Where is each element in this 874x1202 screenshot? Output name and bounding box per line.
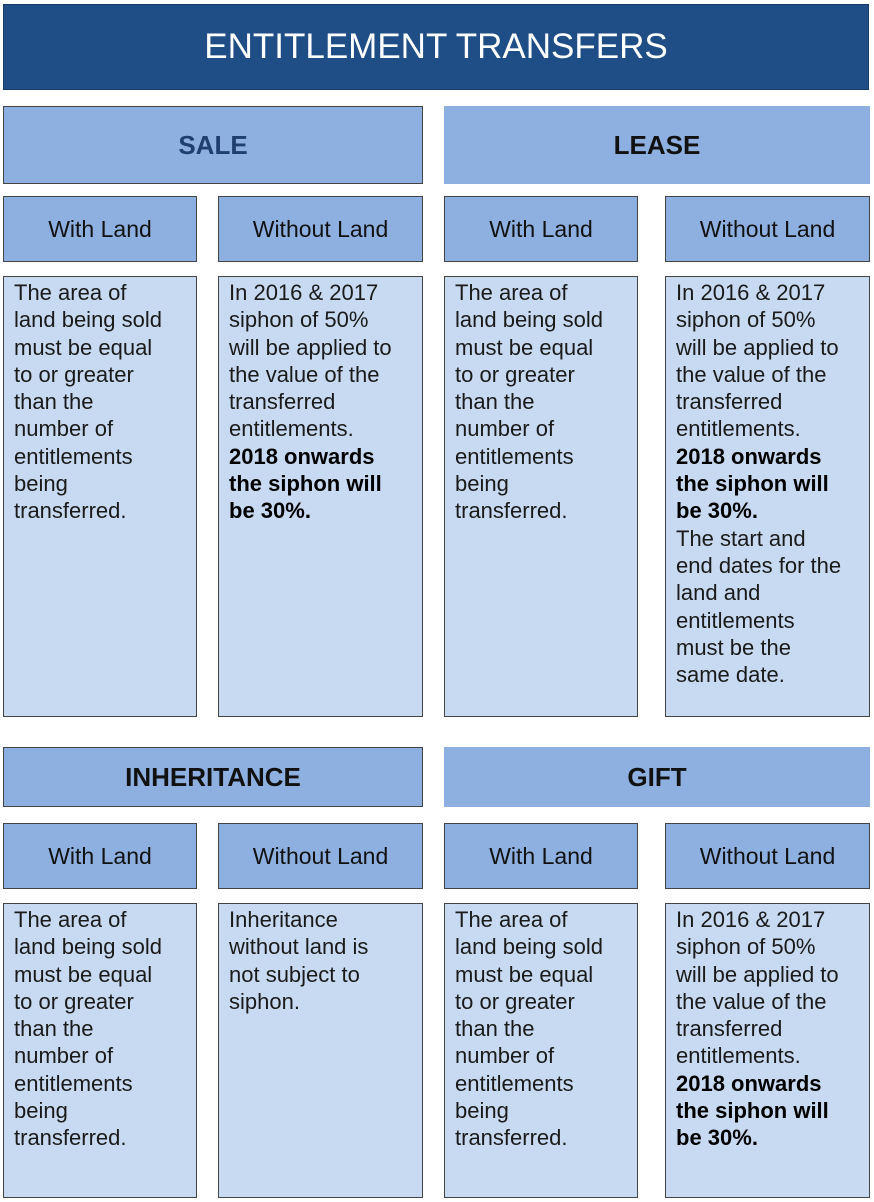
sale-header: SALE xyxy=(3,106,423,184)
inheritance-without-land-text xyxy=(218,903,423,1198)
lease-with-land-text xyxy=(444,276,638,717)
lease-with-land-description: The area of land being sold must be equal to or greater than the number of entitlements being transferred. xyxy=(455,280,604,524)
lease-with-land-header: With Land xyxy=(444,196,638,262)
sale-without-land-description: In 2016 & 2017 siphon of 50% will be applied to the value of the transferred entitlements. xyxy=(229,280,392,442)
lease-header: LEASE xyxy=(444,106,870,184)
inheritance-with-land-description: The area of land being sold must be equal to or greater than the number of entitlements being transferred. xyxy=(14,907,163,1151)
gift-without-land-header: Without Land xyxy=(665,823,870,889)
sale-without-land-header: Without Land xyxy=(218,196,423,262)
sale-with-land-text xyxy=(3,276,197,717)
lease-without-land-description: In 2016 & 2017 siphon of 50% will be applied to the value of the transferred entitlements. xyxy=(676,280,839,442)
gift-without-land-text xyxy=(665,903,870,1198)
gift-with-land-description: The area of land being sold must be equal to or greater than the number of entitlements being transferred. xyxy=(455,907,604,1151)
page-title: ENTITLEMENT TRANSFERS xyxy=(3,4,869,90)
gift-without-land-description: In 2016 & 2017 siphon of 50% will be applied to the value of the transferred entitlements. xyxy=(676,907,839,1069)
inheritance-with-land-text xyxy=(3,903,197,1198)
gift-with-land-header: With Land xyxy=(444,823,638,889)
lease-without-land-emphasis: 2018 onwards the siphon will be 30%. xyxy=(676,443,829,524)
inheritance-header: INHERITANCE xyxy=(3,747,423,807)
sale-with-land-description: The area of land being sold must be equal to or greater than the number of entitlements being transferred. xyxy=(14,280,163,524)
gift-with-land-text xyxy=(444,903,638,1198)
gift-header: GIFT xyxy=(444,747,870,807)
sale-without-land-emphasis: 2018 onwards the siphon will be 30%. xyxy=(229,443,382,524)
sale-with-land-header: With Land xyxy=(3,196,197,262)
inheritance-with-land-header: With Land xyxy=(3,823,197,889)
inheritance-without-land-header: Without Land xyxy=(218,823,423,889)
lease-without-land-dates-note: The start and end dates for the land and entitlements must be the same date. xyxy=(676,525,842,688)
sale-without-land-text xyxy=(218,276,423,717)
lease-without-land-text xyxy=(665,276,870,717)
inheritance-without-land-description: Inheritance without land is not subject to siphon. xyxy=(229,907,369,1014)
lease-without-land-header: Without Land xyxy=(665,196,870,262)
gift-without-land-emphasis: 2018 onwards the siphon will be 30%. xyxy=(676,1070,829,1151)
